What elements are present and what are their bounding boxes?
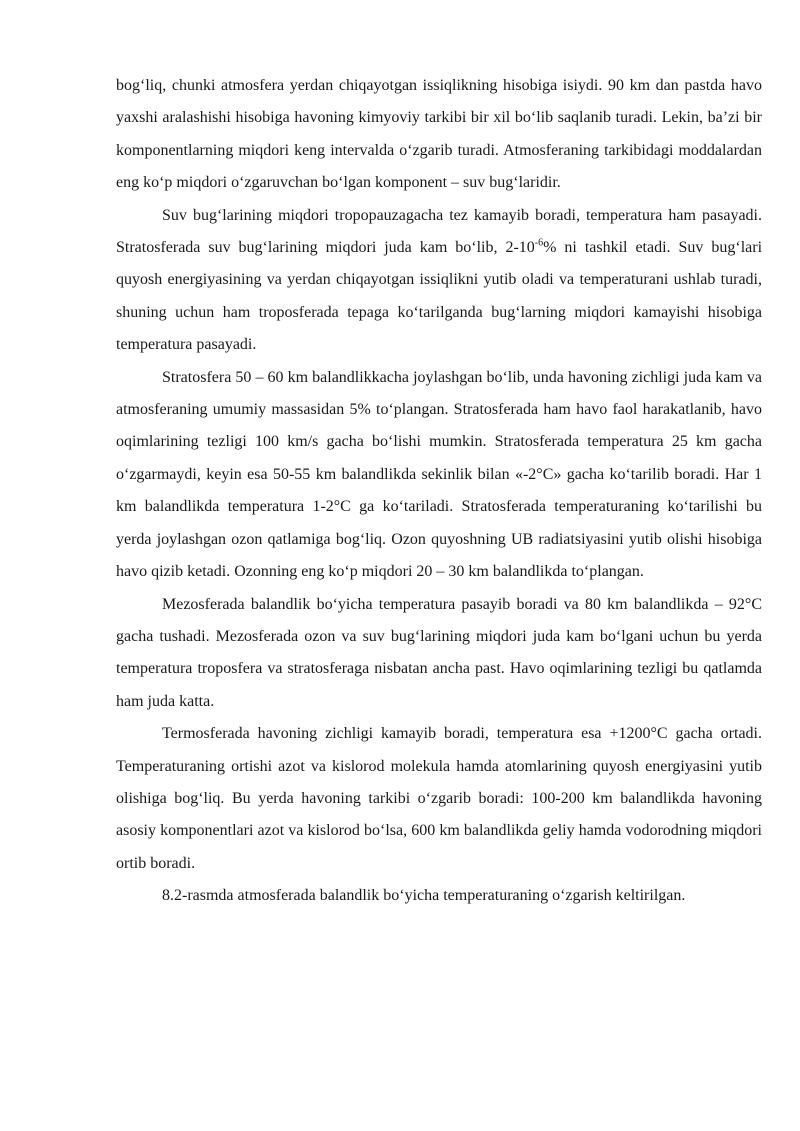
paragraph-2 [116, 200, 762, 362]
exponent: -6 [534, 237, 544, 249]
paragraph-2-text-before: Suv bug‘larining miqdori tropopauzagacha tez kamayib boradi, temperatura ham pasayadi. Stratosferada suv bug‘larining miqdori juda kam bo‘lib, 2-10 [116, 206, 762, 257]
paragraph-3: Stratosfera 50 – 60 km balandlikkacha joylashgan bo‘lib, unda havoning zichligi juda kam va atmosferaning umumiy massasidan 5% to‘plangan. Stratosferada ham havo faol harakatlanib, havo oqimlarining tezligi 100 km/s gacha bo‘lishi mumkin. Stratosferada temperatura 25 km gacha o‘zgarmaydi, keyin esa 50-55 km balandlikda sekinlik bilan «-2°C» gacha ko‘tarilib boradi. Har 1 km balandlikda temperatura 1-2°C ga ko‘tariladi. Stratosferada temperaturaning ko‘tarilishi bu yerda joylashgan ozon qatlamiga bog‘liq. Ozon quyoshning UB radiatsiyasini yutib olishi hisobiga havo qizib ketadi. Ozonning eng ko‘p miqdori 20 – 30 km balandlikda to‘plangan. [116, 368, 762, 581]
paragraph-5: Termosferada havoning zichligi kamayib boradi, temperatura esa +1200°C gacha ortadi. Temperaturaning ortishi azot va kislorod molekula hamda atomlarining quyosh energiyasini yutib olishiga bog‘liq. Bu yerda havoning tarkibi o‘zgarib boradi: 100-200 km balandlikda havoning asosiy komponentlari azot va kislorod bo‘lsa, 600 km balandlikda geliy hamda vodorodning miqdori ortib boradi. [116, 725, 762, 872]
paragraph-1: bog‘liq, chunki atmosfera yerdan chiqayotgan issiqlikning hisobiga isiydi. 90 km dan pastda havo yaxshi aralashishi hisobiga havoning kimyoviy tarkibi bir xil bo‘lib saqlanib turadi. Lekin, ba’zi bir komponentlarning miqdori keng intervalda o‘zgarib turadi. Atmosferaning tarkibidagi moddalardan eng ko‘p miqdori o‘zgaruvchan bo‘lgan komponent – suv bug‘laridir. [116, 77, 762, 192]
document-page [116, 70, 762, 913]
paragraph-6: 8.2-rasmda atmosferada balandlik bo‘yicha temperaturaning o‘zgarish keltirilgan. [162, 887, 686, 905]
paragraph-2-text-after: % ni tashkil etadi. Suv bug‘lari quyosh energiyasining va yerdan chiqayotgan issiqlikni yutib oladi va temperaturani ushlab turadi, shuning uchun ham troposferada tepaga ko‘tarilganda bug‘larning miqdori kamayishi hisobiga temperatura pasayadi. [116, 239, 763, 354]
paragraph-4: Mezosferada balandlik bo‘yicha temperatura pasayib boradi va 80 km balandlikda – 92°C gacha tushadi. Mezosferada ozon va suv bug‘larining miqdori juda kam bo‘lgani uchun bu yerda temperatura troposfera va stratosferaga nisbatan ancha past. Havo oqimlarining tezligi bu qatlamda ham juda katta. [116, 595, 762, 710]
